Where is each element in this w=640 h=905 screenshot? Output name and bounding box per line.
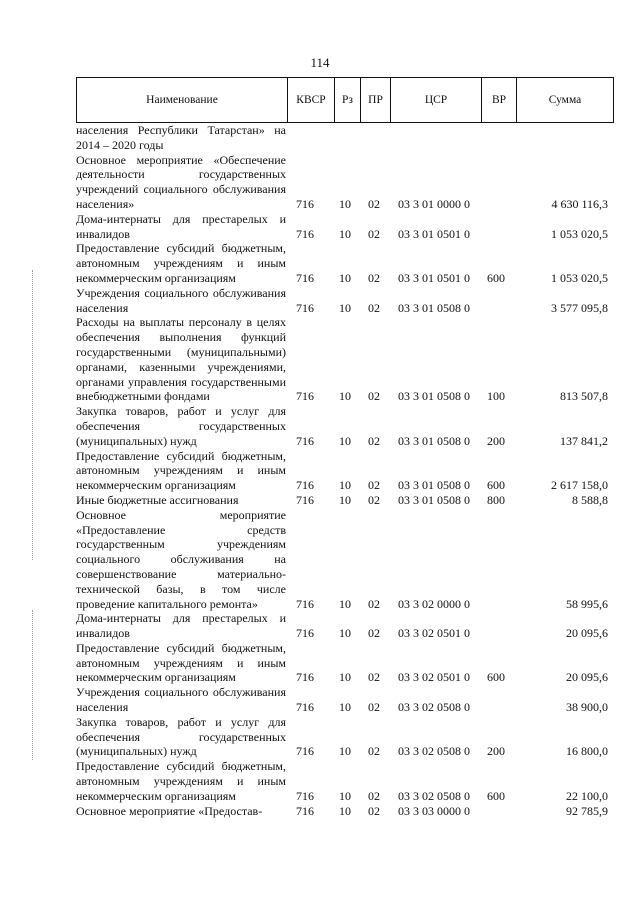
left-edge-marks-lower (32, 610, 34, 760)
cell-csr: 03 3 01 0508 0 (398, 492, 470, 507)
table-row (76, 804, 614, 819)
cell-rz: 10 (339, 300, 351, 315)
cell-pr: 02 (368, 803, 380, 818)
cell-kvsr: 716 (296, 670, 314, 685)
cell-pr: 02 (368, 389, 380, 404)
cell-pr: 02 (368, 478, 380, 493)
cell-csr: 03 3 02 0501 0 (398, 626, 470, 641)
cell-rz: 10 (339, 433, 351, 448)
table-row (76, 123, 614, 153)
cell-vr: 600 (487, 788, 505, 803)
cell-sum: 20 095,6 (566, 670, 608, 685)
cell-pr: 02 (368, 270, 380, 285)
cell-kvsr: 716 (296, 700, 314, 715)
cell-sum: 20 095,6 (566, 626, 608, 641)
cell-pr: 02 (368, 492, 380, 507)
cell-sum: 22 100,0 (566, 788, 608, 803)
table-row (76, 241, 614, 285)
table-row (76, 715, 614, 759)
row-name: Предоставление субсидий бюджетным, автономным учреждениям и иным некоммерческим организациям (76, 759, 286, 803)
column-header-kvsr: КВСР (296, 94, 326, 106)
cell-vr: 800 (487, 492, 505, 507)
table-row (76, 611, 614, 641)
column-header-pr: ПР (368, 94, 383, 106)
cell-rz: 10 (339, 788, 351, 803)
cell-sum: 1 053 020,5 (551, 270, 608, 285)
cell-rz: 10 (339, 596, 351, 611)
table-header (76, 77, 614, 123)
cell-pr: 02 (368, 744, 380, 759)
row-name: Иные бюджетные ассигнования (76, 492, 239, 507)
cell-rz: 10 (339, 744, 351, 759)
cell-pr: 02 (368, 788, 380, 803)
row-name: Закупка товаров, работ и услуг для обеспечения государственных (муниципальных) нужд (76, 404, 286, 448)
cell-csr: 03 3 01 0508 0 (398, 433, 470, 448)
column-header-sum: Сумма (548, 94, 582, 106)
column-header-name: Наименование (146, 94, 218, 106)
cell-csr: 03 3 01 0508 0 (398, 300, 470, 315)
cell-pr: 02 (368, 300, 380, 315)
cell-vr: 100 (487, 389, 505, 404)
cell-csr: 03 3 02 0508 0 (398, 700, 470, 715)
cell-kvsr: 716 (296, 596, 314, 611)
cell-csr: 03 3 01 0508 0 (398, 478, 470, 493)
cell-pr: 02 (368, 700, 380, 715)
table-row (76, 508, 614, 612)
cell-vr: 200 (487, 433, 505, 448)
row-name: Расходы на выплаты персоналу в целях обеспечения выполнения функций государственными (муниципальными) органами, казенными учреждениями, органами управления государственными внебюджетными фондами (76, 315, 286, 404)
cell-csr: 03 3 02 0508 0 (398, 744, 470, 759)
cell-rz: 10 (339, 626, 351, 641)
cell-kvsr: 716 (296, 226, 314, 241)
cell-sum: 8 588,8 (572, 492, 608, 507)
cell-csr: 03 3 02 0000 0 (398, 596, 470, 611)
cell-kvsr: 716 (296, 803, 314, 818)
cell-rz: 10 (339, 478, 351, 493)
cell-csr: 03 3 01 0501 0 (398, 226, 470, 241)
cell-pr: 02 (368, 596, 380, 611)
cell-pr: 02 (368, 433, 380, 448)
row-name: Учреждения социального обслуживания населения (76, 285, 286, 315)
cell-rz: 10 (339, 700, 351, 715)
cell-sum: 813 507,8 (560, 389, 608, 404)
cell-csr: 03 3 01 0508 0 (398, 389, 470, 404)
cell-kvsr: 716 (296, 492, 314, 507)
cell-kvsr: 716 (296, 196, 314, 211)
cell-csr: 03 3 01 0000 0 (398, 196, 470, 211)
cell-rz: 10 (339, 492, 351, 507)
row-name: Дома-интернаты для престарелых и инвалидов (76, 611, 286, 641)
row-name: Предоставление субсидий бюджетным, автономным учреждениям и иным некоммерческим организациям (76, 448, 286, 493)
table-row (76, 449, 614, 493)
cell-kvsr: 716 (296, 744, 314, 759)
cell-sum: 137 841,2 (560, 433, 608, 448)
cell-vr: 600 (487, 670, 505, 685)
row-name: Предоставление субсидий бюджетным, автономным учреждениям и иным некоммерческим организациям (76, 640, 286, 685)
row-name: Закупка товаров, работ и услуг для обеспечения государственных (муниципальных) нужд (76, 714, 286, 759)
row-name: Предоставление субсидий бюджетным, автономным учреждениям и иным некоммерческим организациям (76, 241, 286, 285)
table-row (76, 493, 614, 508)
column-header-csr: ЦСР (424, 94, 448, 106)
table-row (76, 759, 614, 803)
cell-sum: 38 900,0 (566, 700, 608, 715)
cell-sum: 16 800,0 (566, 744, 608, 759)
cell-kvsr: 716 (296, 300, 314, 315)
cell-pr: 02 (368, 670, 380, 685)
cell-rz: 10 (339, 270, 351, 285)
cell-csr: 03 3 02 0508 0 (398, 788, 470, 803)
cell-kvsr: 716 (296, 389, 314, 404)
cell-rz: 10 (339, 226, 351, 241)
cell-sum: 4 630 116,3 (551, 196, 608, 211)
cell-rz: 10 (339, 196, 351, 211)
cell-kvsr: 716 (296, 626, 314, 641)
table-row (76, 153, 614, 212)
table-row (76, 286, 614, 316)
row-name: Основное мероприятие «Предостав- (76, 803, 263, 818)
row-name: Основное мероприятие «Обеспечение деятельности государственных учреждений социального обслуживания населения» (76, 152, 286, 211)
cell-rz: 10 (339, 389, 351, 404)
cell-pr: 02 (368, 196, 380, 211)
table-row (76, 685, 614, 715)
table-row (76, 641, 614, 685)
cell-pr: 02 (368, 226, 380, 241)
cell-kvsr: 716 (296, 270, 314, 285)
table-row (76, 212, 614, 242)
table-row (76, 315, 614, 404)
row-name: Учреждения социального обслуживания населения (76, 685, 286, 715)
cell-sum: 58 995,6 (566, 596, 608, 611)
cell-kvsr: 716 (296, 433, 314, 448)
cell-csr: 03 3 03 0000 0 (398, 803, 470, 818)
cell-vr: 600 (487, 478, 505, 493)
column-header-rz: Рз (342, 94, 353, 106)
row-name: Основное мероприятие «Предоставление средств государственным учреждениям социального обслуживания на совершенствование материально-технической базы, в том числе проведение капитального ремонта» (76, 507, 286, 611)
cell-csr: 03 3 01 0501 0 (398, 270, 470, 285)
cell-vr: 200 (487, 744, 505, 759)
cell-csr: 03 3 02 0501 0 (398, 670, 470, 685)
cell-sum: 2 617 158,0 (551, 478, 608, 493)
row-name: Дома-интернаты для престарелых и инвалидов (76, 211, 286, 241)
left-edge-marks (32, 270, 34, 560)
column-header-vr: ВР (491, 94, 507, 106)
page-number: 114 (310, 55, 330, 70)
table-body (76, 123, 614, 818)
cell-sum: 1 053 020,5 (551, 226, 608, 241)
cell-pr: 02 (368, 626, 380, 641)
row-name: населения Республики Татарстан» на 2014 – 2020 годы (76, 123, 286, 152)
cell-rz: 10 (339, 670, 351, 685)
budget-table (76, 77, 614, 818)
cell-sum: 3 577 095,8 (551, 300, 608, 315)
cell-sum: 92 785,9 (566, 803, 608, 818)
cell-kvsr: 716 (296, 788, 314, 803)
table-row (76, 404, 614, 448)
cell-vr: 600 (487, 270, 505, 285)
cell-rz: 10 (339, 803, 351, 818)
cell-kvsr: 716 (296, 478, 314, 493)
